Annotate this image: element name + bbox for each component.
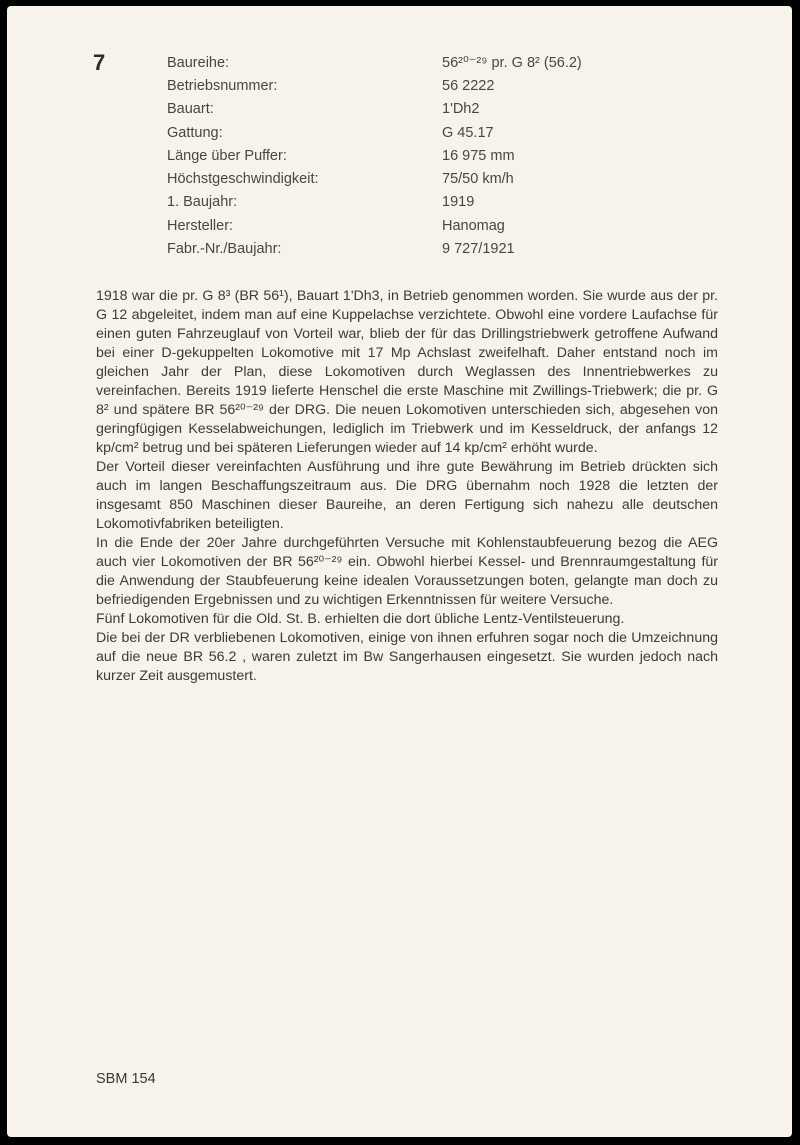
spec-value: 1'Dh2	[442, 101, 480, 118]
spec-row-hoechstgeschwindigkeit	[167, 167, 727, 190]
spec-row-gattung	[167, 121, 727, 144]
series-code: SBM 154	[96, 1071, 156, 1087]
spec-label: Länge über Puffer:	[167, 147, 287, 164]
spec-label: Baureihe:	[167, 54, 230, 71]
spec-table	[167, 51, 727, 261]
spec-row-laenge	[167, 144, 727, 167]
spec-label: Betriebsnummer:	[167, 77, 278, 94]
spec-row-fabriknummer	[167, 237, 727, 260]
spec-value: 9 727/1921	[442, 241, 515, 258]
spec-value: G 45.17	[442, 124, 494, 141]
spec-value: 56 2222	[442, 77, 495, 94]
spec-row-baujahr	[167, 191, 727, 214]
spec-row-bauart	[167, 98, 727, 121]
spec-row-baureihe	[167, 51, 727, 74]
spec-label: Hersteller:	[167, 217, 234, 234]
spec-value: 16 975 mm	[442, 147, 515, 164]
paragraph: Die bei der DR verbliebenen Lokomotiven, einige von ihnen erfuhren sogar noch die Umzeichnung auf die neue BR 56.2 , waren zuletzt im Bw Sangerhausen eingesetzt. Sie wurden jedoch nach kurzer Zeit ausgemustert.	[96, 630, 718, 684]
spec-row-betriebsnummer	[167, 74, 727, 97]
paragraph: In die Ende der 20er Jahre durchgeführten Versuche mit Kohlenstaubfeuerung bezog die AEG auch vier Lokomotiven der BR 56²⁰⁻²⁹ ein. Obwohl hierbei Kessel- und Brennraumgestaltung für die Anwendung der Staubfeuerung keine idealen Voraussetzungen boten, gelangte man doch zu befriedigenden Ergebnissen und zu wichtigen Erkenntnissen für weitere Versuche.	[96, 535, 718, 608]
spec-row-hersteller	[167, 214, 727, 237]
description-text	[96, 287, 718, 686]
spec-value: 75/50 km/h	[442, 171, 514, 188]
locomotive-card	[7, 6, 792, 1137]
card-number: 7	[93, 50, 106, 75]
spec-value: 1919	[442, 194, 475, 211]
spec-label: Fabr.-Nr./Baujahr:	[167, 241, 282, 258]
spec-value: 56²⁰⁻²⁹ pr. G 8² (56.2)	[442, 54, 582, 71]
spec-label: Bauart:	[167, 101, 214, 118]
spec-label: Gattung:	[167, 124, 223, 141]
paragraph: Fünf Lokomotiven für die Old. St. B. erhielten die dort übliche Lentz-Ventilsteuerung.	[96, 611, 625, 627]
spec-label: Höchstgeschwindigkeit:	[167, 171, 319, 188]
paragraph: Der Vorteil dieser vereinfachten Ausführung und ihre gute Bewährung im Betrieb drückten sich auch im langen Beschaffungszeitraum aus. Die DRG übernahm noch 1928 die letzten der insgesamt 850 Maschinen dieser Baureihe, an deren Fertigung sich nahezu alle deutschen Lokomotivfabriken beteiligten.	[96, 459, 718, 532]
spec-value: Hanomag	[442, 217, 505, 234]
paragraph: 1918 war die pr. G 8³ (BR 56¹), Bauart 1'Dh3, in Betrieb genommen worden. Sie wurde aus der pr. G 12 abgeleitet, indem man auf eine Kuppelachse verzichtete. Obwohl eine vordere Laufachse für einen guten Fahrzeuglauf von Vorteil war, blieb der für das Drillingstriebwerk getroffene Aufwand bei einer D-gekuppelten Lokomotive mit 17 Mp Achslast zweifelhaft. Daher entstand noch im gleichen Jahr der Plan, diese Lokomotiven durch Weglassen des Innentriebwerkes zu vereinfachen. Bereits 1919 lieferte Henschel die erste Maschine mit Zwillings-Triebwerk; die pr. G 8² und spätere BR 56²⁰⁻²⁹ der DRG. Die neuen Lokomotiven unterschieden sich, abgesehen von geringfügigen Kesselabweichungen, lediglich im Triebwerk und im Kesseldruck, der anfangs 12 kp/cm² betrug und bei späteren Lieferungen wieder auf 14 kp/cm² erhöht wurde.	[96, 288, 718, 456]
spec-label: 1. Baujahr:	[167, 194, 238, 211]
